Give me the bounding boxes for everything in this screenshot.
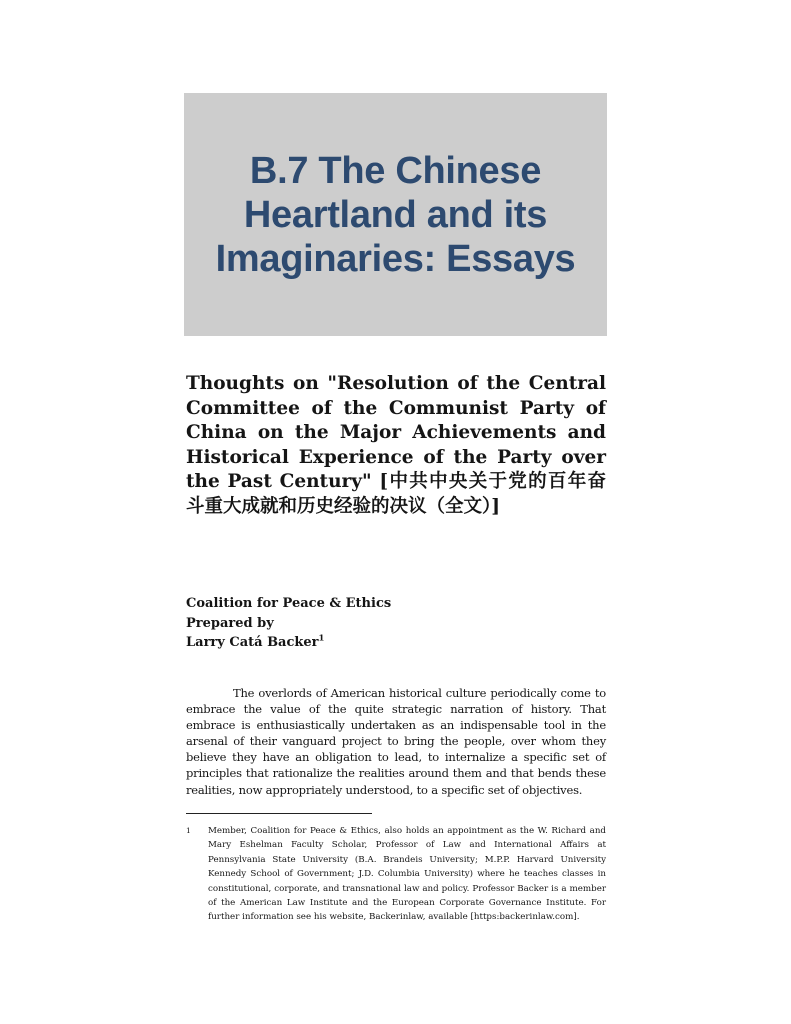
section-title: B.7 The Chinese Heartland and its Imaginaries: Essays	[215, 149, 576, 280]
footnote-divider	[186, 813, 372, 814]
organization-name: Coalition for Peace & Ethics	[186, 596, 392, 611]
document-title: Thoughts on "Resolution of the Central Committee of the Communist Party of China on the Major Achievements and Historical Experience of the Party over the Past Century" [中共中央关于党的百年奋斗重大成就和历史经验的决议（全文）]	[186, 373, 606, 517]
footnote-reference[interactable]: 1	[318, 633, 325, 644]
author-line	[186, 633, 606, 653]
byline	[186, 594, 606, 653]
footnote-text: Member, Coalition for Peace & Ethics, also holds an appointment as the W. Richard and Mary Eshelman Faculty Scholar, Professor of Law and International Affairs at Pennsylvania State University (B.A. Brandeis University; M.P.P. Harvard University Kennedy School of Government; J.D. Columbia University) where he teaches classes in constitutional, corporate, and transnational law and policy. Professor Backer is a member of the American Law Institute and the European Corporate Governance Institute. For further information see his website, Backerinlaw, available [https:backerinlaw.com].	[208, 826, 606, 923]
footnote-number: 1	[186, 826, 191, 835]
author-name: Larry Catá Backer	[186, 635, 319, 650]
body-paragraph: The overlords of American historical culture periodically come to embrace the value of the quite strategic narration of history. That embrace is enthusiastically undertaken as an indispensable tool in the arsenal of their vanguard project to bring the people, over whom they believe they have an obligation to lead, to internalize a specific set of principles that rationalize the realities around them and that bends these realities, now appropriately understood, to a specific set of objectives.	[186, 686, 606, 797]
prepared-by-label: Prepared by	[186, 615, 274, 631]
footnote	[186, 824, 606, 925]
section-banner	[184, 93, 607, 336]
